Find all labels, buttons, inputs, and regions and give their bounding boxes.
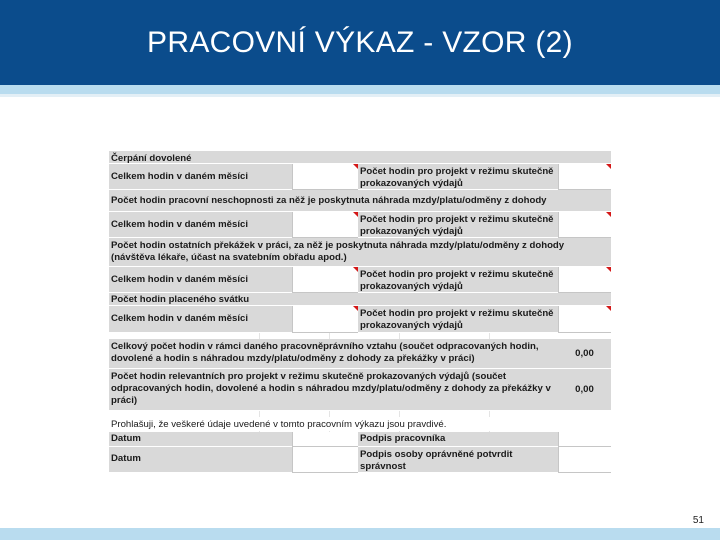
date-label: Datum <box>109 447 292 473</box>
total-hours-input[interactable] <box>292 306 358 333</box>
authorized-signature-field[interactable] <box>558 447 611 473</box>
header-shadow-band <box>0 94 720 97</box>
total-employment-value: 0,00 <box>558 339 611 369</box>
project-hours-input[interactable] <box>558 306 611 333</box>
sick-leave-header: Počet hodin pracovní neschopnosti za něž je poskytnuta náhrada mzdy/platu/odměny z dohody <box>109 190 611 212</box>
other-obstacles-header: Počet hodin ostatních překážek v práci, za něž je poskytnuta náhrada mzdy/platu/odměny z dohody (návštěva lékaře, účast na svatebním obřadu apod.) <box>109 238 611 267</box>
date-input[interactable] <box>292 432 358 447</box>
comment-flag-icon <box>606 164 611 169</box>
relevant-project-value: 0,00 <box>558 369 611 411</box>
slide-header <box>0 0 720 85</box>
footer-band <box>0 528 720 540</box>
project-hours-input[interactable] <box>558 164 611 190</box>
header-accent-band <box>0 85 720 94</box>
project-hours-label: Počet hodin pro projekt v režimu skutečně prokazovaných výdajů <box>358 212 558 238</box>
project-hours-label: Počet hodin pro projekt v režimu skutečně prokazovaných výdajů <box>358 306 558 333</box>
comment-flag-icon <box>606 306 611 311</box>
project-hours-label: Počet hodin pro projekt v režimu skutečně prokazovaných výdajů <box>358 164 558 190</box>
total-hours-label: Celkem hodin v daném měsíci <box>109 267 292 293</box>
date-input[interactable] <box>292 447 358 473</box>
project-hours-input[interactable] <box>558 212 611 238</box>
total-hours-input[interactable] <box>292 164 358 190</box>
page-number: 51 <box>692 515 704 526</box>
project-hours-input[interactable] <box>558 267 611 293</box>
worksheet-screenshot <box>109 151 611 473</box>
total-hours-label: Celkem hodin v daném měsíci <box>109 212 292 238</box>
total-hours-label: Celkem hodin v daném měsíci <box>109 306 292 333</box>
comment-flag-icon <box>606 267 611 272</box>
total-employment-label: Celkový počet hodin v rámci daného pracovněprávního vztahu (součet odpracovaných hodin, dovolené a hodin s náhradou mzdy/platu/odměny z dohody za překážky v práci) <box>109 339 558 369</box>
total-hours-label: Celkem hodin v daném měsíci <box>109 164 292 190</box>
project-hours-label: Počet hodin pro projekt v režimu skutečně prokazovaných výdajů <box>358 267 558 293</box>
date-label: Datum <box>109 432 292 447</box>
declaration-text: Prohlašuji, že veškeré údaje uvedené v tomto pracovním výkazu jsou pravdivé. <box>109 417 611 431</box>
paid-holiday-header: Počet hodin placeného svátku <box>109 293 611 306</box>
total-hours-input[interactable] <box>292 212 358 238</box>
authorized-signature-label: Podpis osoby oprávněné potvrdit správnost <box>358 447 558 473</box>
leave-header: Čerpání dovolené <box>109 151 611 164</box>
worker-signature-field[interactable] <box>558 432 611 447</box>
comment-flag-icon <box>606 212 611 217</box>
total-hours-input[interactable] <box>292 267 358 293</box>
worker-signature-label: Podpis pracovníka <box>358 432 558 447</box>
slide-title: PRACOVNÍ VÝKAZ - VZOR (2) <box>147 26 573 59</box>
relevant-project-label: Počet hodin relevantních pro projekt v režimu skutečně prokazovaných výdajů (součet odpracovaných hodin, dovolené a hodin s náhradou mzdy/platu/odměny z dohody za překážky v práci) <box>109 369 558 411</box>
